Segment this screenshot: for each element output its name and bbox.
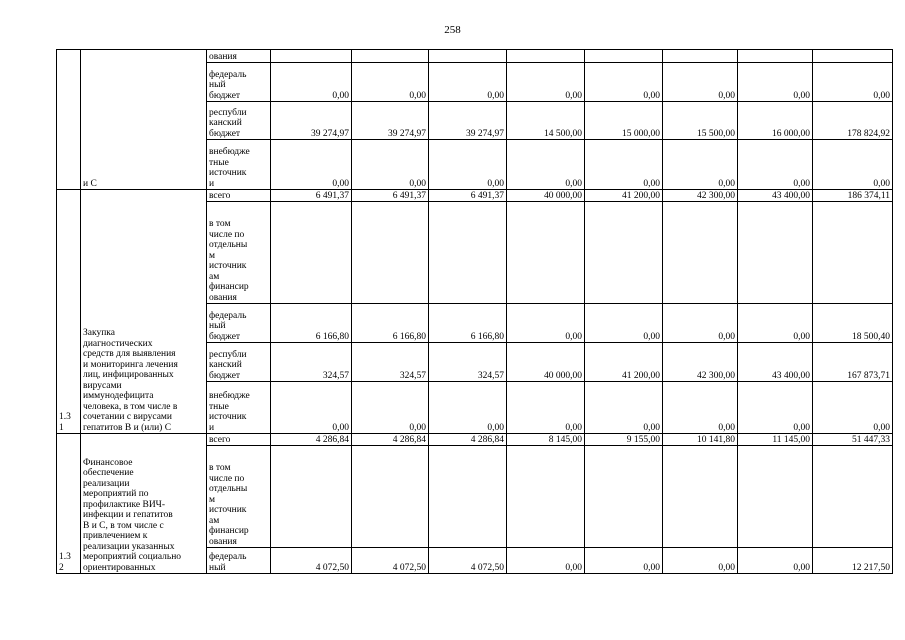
year-value-cell [663, 50, 738, 63]
year-value-cell [507, 446, 585, 548]
year-value-cell: 0,00 [663, 382, 738, 434]
item-number-cell: 1.3 1 [57, 190, 81, 434]
year-value-cell: 0,00 [271, 63, 352, 102]
year-value-cell: 39 274,97 [271, 102, 352, 140]
year-value-cell: 0,00 [507, 304, 585, 343]
total-value-cell: 12 217,50 [813, 548, 893, 574]
year-value-cell: 0,00 [585, 63, 663, 102]
year-value-cell: 42 300,00 [663, 190, 738, 202]
total-value-cell: 51 447,33 [813, 434, 893, 446]
year-value-cell [585, 202, 663, 304]
year-value-cell: 0,00 [507, 382, 585, 434]
year-value-cell: 0,00 [585, 140, 663, 190]
year-value-cell [585, 50, 663, 63]
year-value-cell: 4 072,50 [271, 548, 352, 574]
year-value-cell: 6 491,37 [271, 190, 352, 202]
year-value-cell: 0,00 [738, 304, 813, 343]
year-value-cell: 324,57 [352, 343, 429, 382]
year-value-cell: 0,00 [429, 382, 507, 434]
year-value-cell: 6 166,80 [271, 304, 352, 343]
year-value-cell: 0,00 [429, 63, 507, 102]
total-value-cell [813, 50, 893, 63]
table-row [57, 50, 893, 63]
year-value-cell: 324,57 [429, 343, 507, 382]
year-value-cell: 0,00 [271, 382, 352, 434]
total-value-cell: 178 824,92 [813, 102, 893, 140]
year-value-cell: 0,00 [585, 304, 663, 343]
year-value-cell: 4 286,84 [352, 434, 429, 446]
year-value-cell [585, 446, 663, 548]
year-value-cell: 0,00 [429, 140, 507, 190]
year-value-cell [271, 202, 352, 304]
item-name-cell: и С [81, 50, 207, 190]
item-name-cell: Закупка диагностических средств для выявления и мониторинга лечения лиц, инфицированных вирусами иммунодефицита человека, в том числе в сочетании с вирусами гепатитов В и (или) С [81, 190, 207, 434]
year-value-cell: 4 286,84 [429, 434, 507, 446]
total-value-cell: 0,00 [813, 63, 893, 102]
item-name-cell: Финансовое обеспечение реализации мероприятий по профилактике ВИЧ- инфекции и гепатитов В и С, в том числе с привлечением к реализации указанных мероприятий социально ориентированных [81, 434, 207, 574]
year-value-cell [507, 50, 585, 63]
item-number-cell [57, 50, 81, 190]
funding-source-cell: федераль ный бюджет [207, 63, 271, 102]
year-value-cell [663, 446, 738, 548]
year-value-cell [429, 446, 507, 548]
year-value-cell: 0,00 [507, 140, 585, 190]
year-value-cell: 0,00 [738, 140, 813, 190]
year-value-cell: 42 300,00 [663, 343, 738, 382]
funding-source-cell: в том числе по отдельны м источник ам финансир ования [207, 446, 271, 548]
year-value-cell: 4 286,84 [271, 434, 352, 446]
year-value-cell: 0,00 [663, 63, 738, 102]
year-value-cell: 0,00 [738, 63, 813, 102]
total-value-cell: 186 374,11 [813, 190, 893, 202]
year-value-cell [738, 202, 813, 304]
year-value-cell: 11 145,00 [738, 434, 813, 446]
table-row [57, 434, 893, 446]
page-number: 258 [444, 24, 461, 36]
total-value-cell: 0,00 [813, 382, 893, 434]
year-value-cell: 0,00 [738, 382, 813, 434]
year-value-cell: 0,00 [663, 304, 738, 343]
year-value-cell: 41 200,00 [585, 190, 663, 202]
item-number-cell: 1.3 2 [57, 434, 81, 574]
funding-source-cell: всего [207, 434, 271, 446]
year-value-cell: 6 491,37 [352, 190, 429, 202]
year-value-cell [663, 202, 738, 304]
total-value-cell: 167 873,71 [813, 343, 893, 382]
year-value-cell [352, 202, 429, 304]
year-value-cell: 15 000,00 [585, 102, 663, 140]
funding-source-cell: в том числе по отдельны м источник ам финансир ования [207, 202, 271, 304]
total-value-cell: 18 500,40 [813, 304, 893, 343]
year-value-cell: 39 274,97 [429, 102, 507, 140]
total-value-cell [813, 202, 893, 304]
year-value-cell [429, 50, 507, 63]
funding-source-cell: федераль ный [207, 548, 271, 574]
funding-source-cell: республи канский бюджет [207, 102, 271, 140]
year-value-cell: 39 274,97 [352, 102, 429, 140]
funding-source-cell: внебюдже тные источник и [207, 140, 271, 190]
year-value-cell: 6 166,80 [352, 304, 429, 343]
year-value-cell: 15 500,00 [663, 102, 738, 140]
year-value-cell: 14 500,00 [507, 102, 585, 140]
year-value-cell: 43 400,00 [738, 343, 813, 382]
year-value-cell: 0,00 [271, 140, 352, 190]
year-value-cell [738, 50, 813, 63]
year-value-cell [271, 50, 352, 63]
total-value-cell: 0,00 [813, 140, 893, 190]
year-value-cell: 4 072,50 [429, 548, 507, 574]
year-value-cell: 9 155,00 [585, 434, 663, 446]
year-value-cell: 40 000,00 [507, 343, 585, 382]
year-value-cell: 0,00 [352, 382, 429, 434]
year-value-cell: 0,00 [738, 548, 813, 574]
year-value-cell [738, 446, 813, 548]
funding-source-cell: федераль ный бюджет [207, 304, 271, 343]
year-value-cell: 6 166,80 [429, 304, 507, 343]
year-value-cell [507, 202, 585, 304]
funding-source-cell: республи канский бюджет [207, 343, 271, 382]
total-value-cell [813, 446, 893, 548]
year-value-cell: 0,00 [585, 548, 663, 574]
year-value-cell: 0,00 [663, 140, 738, 190]
table-body [57, 50, 893, 574]
year-value-cell [271, 446, 352, 548]
year-value-cell [429, 202, 507, 304]
year-value-cell [352, 446, 429, 548]
budget-table [56, 49, 893, 574]
year-value-cell: 0,00 [507, 63, 585, 102]
funding-source-cell: внебюдже тные источник и [207, 382, 271, 434]
year-value-cell: 41 200,00 [585, 343, 663, 382]
funding-source-cell: ования [207, 50, 271, 63]
year-value-cell: 0,00 [352, 140, 429, 190]
year-value-cell: 40 000,00 [507, 190, 585, 202]
year-value-cell: 43 400,00 [738, 190, 813, 202]
year-value-cell: 6 491,37 [429, 190, 507, 202]
year-value-cell: 0,00 [507, 548, 585, 574]
year-value-cell: 0,00 [663, 548, 738, 574]
year-value-cell: 0,00 [352, 63, 429, 102]
table-row [57, 190, 893, 202]
year-value-cell: 4 072,50 [352, 548, 429, 574]
year-value-cell: 16 000,00 [738, 102, 813, 140]
year-value-cell [352, 50, 429, 63]
year-value-cell: 324,57 [271, 343, 352, 382]
year-value-cell: 10 141,80 [663, 434, 738, 446]
year-value-cell: 8 145,00 [507, 434, 585, 446]
funding-source-cell: всего [207, 190, 271, 202]
year-value-cell: 0,00 [585, 382, 663, 434]
